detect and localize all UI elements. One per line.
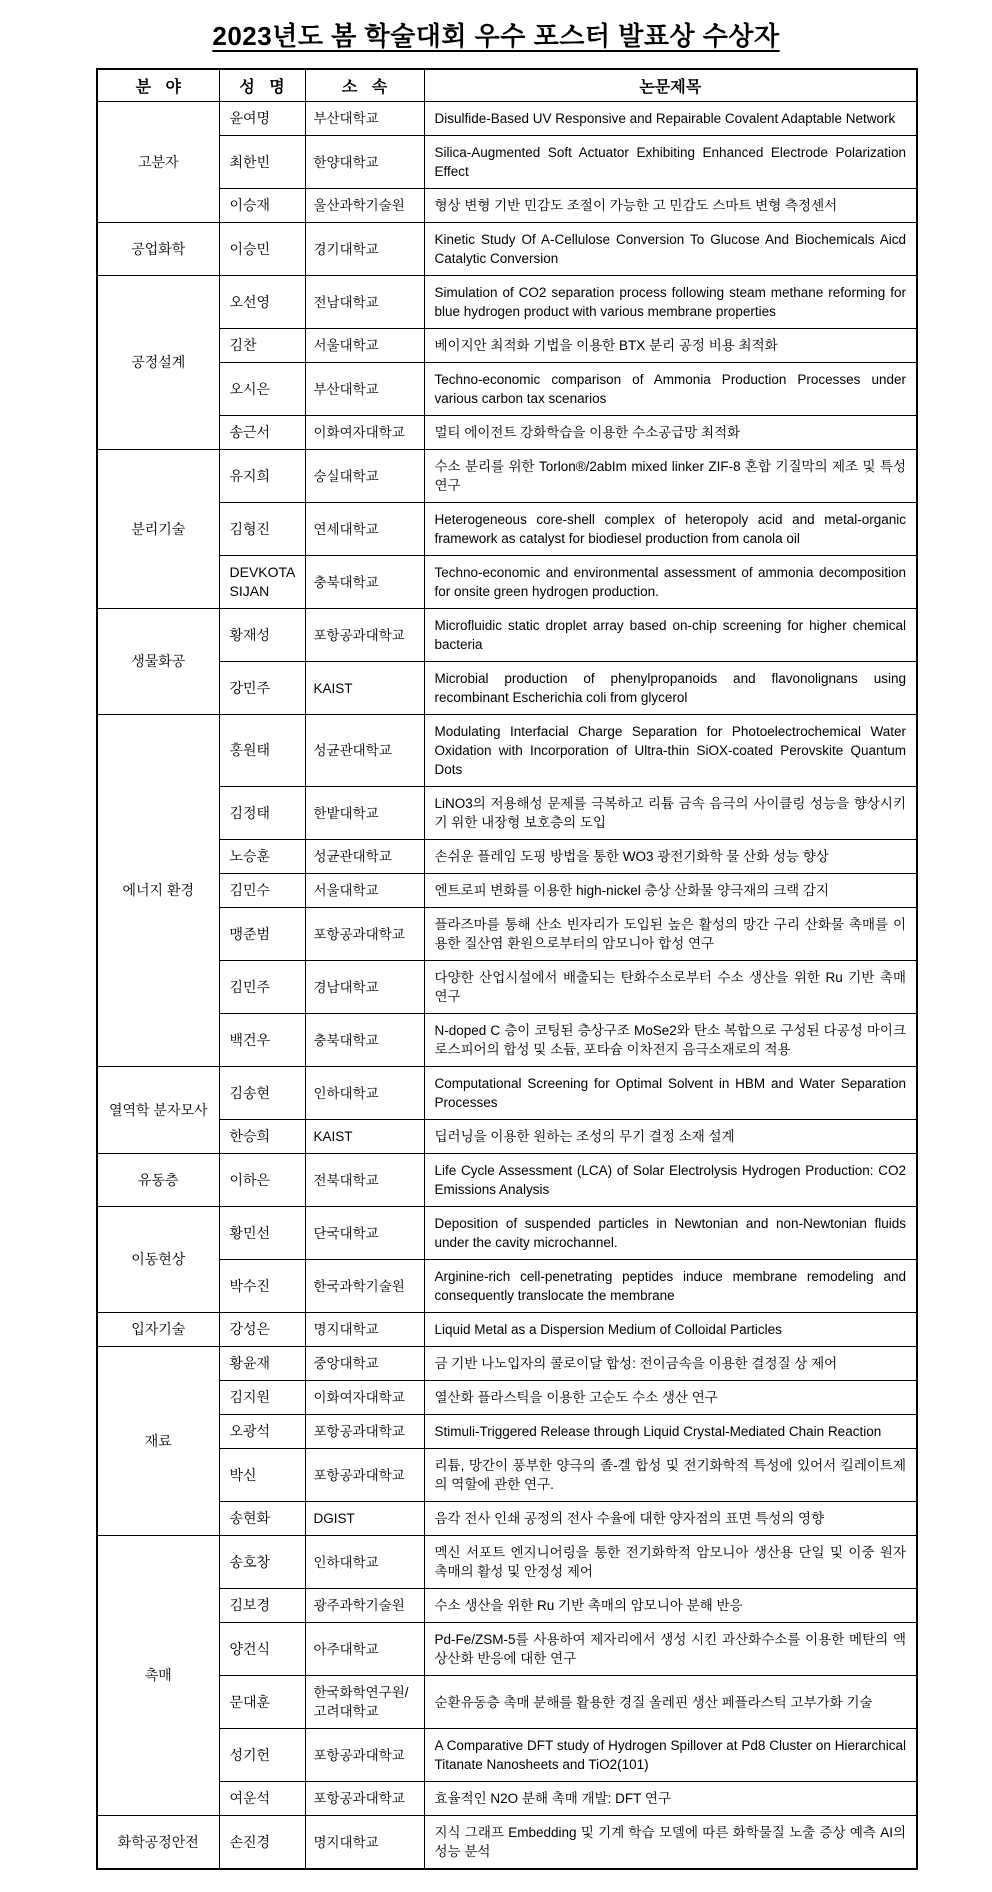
name-cell: 손진경 [219, 1816, 305, 1870]
name-cell: 이하은 [219, 1154, 305, 1207]
name-cell: 최한빈 [219, 136, 305, 189]
name-cell: 성기헌 [219, 1729, 305, 1782]
affiliation-cell: 한밭대학교 [305, 787, 424, 840]
table-row [97, 1502, 917, 1536]
name-cell: 김지원 [219, 1381, 305, 1415]
field-cell: 에너지 환경 [97, 715, 219, 1067]
paper-title-cell: Kinetic Study Of A-Cellulose Conversion To Glucose And Biochemicals Aicd Catalytic Conversion [424, 223, 917, 276]
table-row [97, 1014, 917, 1067]
affiliation-cell: KAIST [305, 662, 424, 715]
affiliation-cell: 충북대학교 [305, 1014, 424, 1067]
affiliation-cell: 포항공과대학교 [305, 1415, 424, 1449]
paper-title-cell: Heterogeneous core-shell complex of heteropoly acid and metal-organic framework as catalyst for biodiesel production from canola oil [424, 503, 917, 556]
table-row [97, 908, 917, 961]
paper-title-cell: Microfluidic static droplet array based on-chip screening for higher chemical bacteria [424, 609, 917, 662]
paper-title-cell: Simulation of CO2 separation process following steam methane reforming for blue hydrogen product with various membrane properties [424, 276, 917, 329]
table-row [97, 1729, 917, 1782]
affiliation-cell: 전남대학교 [305, 276, 424, 329]
paper-title-cell: 효율적인 N2O 분해 촉매 개발: DFT 연구 [424, 1782, 917, 1816]
table-row [97, 1313, 917, 1347]
affiliation-cell: 한양대학교 [305, 136, 424, 189]
name-cell: 백건우 [219, 1014, 305, 1067]
name-cell: 유지희 [219, 450, 305, 503]
affiliation-cell: 명지대학교 [305, 1816, 424, 1870]
affiliation-cell: 중앙대학교 [305, 1347, 424, 1381]
paper-title-cell: 다양한 산업시설에서 배출되는 탄화수소로부터 수소 생산을 위한 Ru 기반 촉매 연구 [424, 961, 917, 1014]
paper-title-cell: Microbial production of phenylpropanoids and flavonolignans using recombinant Escherichia coli from glycerol [424, 662, 917, 715]
affiliation-cell: 포항공과대학교 [305, 1449, 424, 1502]
column-header-affiliation: 소 속 [305, 69, 424, 102]
field-cell: 공업화학 [97, 223, 219, 276]
affiliation-cell: KAIST [305, 1120, 424, 1154]
paper-title-cell: 형상 변형 기반 민감도 조절이 가능한 고 민감도 스마트 변형 측정센서 [424, 189, 917, 223]
table-row [97, 223, 917, 276]
paper-title-cell: 수소 생산을 위한 Ru 기반 촉매의 암모니아 분해 반응 [424, 1589, 917, 1623]
paper-title-cell: LiNO3의 저용해성 문제를 극복하고 리튬 금속 음극의 사이클링 성능을 향상시키기 위한 내장형 보호층의 도입 [424, 787, 917, 840]
field-cell: 이동현상 [97, 1207, 219, 1313]
affiliation-cell: 경기대학교 [305, 223, 424, 276]
name-cell: 문대훈 [219, 1676, 305, 1729]
paper-title-cell: 베이지안 최적화 기법을 이용한 BTX 분리 공정 비용 최적화 [424, 329, 917, 363]
table-row [97, 1676, 917, 1729]
affiliation-cell: 부산대학교 [305, 102, 424, 136]
affiliation-cell: 한국과학기술원 [305, 1260, 424, 1313]
field-cell: 공정설계 [97, 276, 219, 450]
name-cell: 김찬 [219, 329, 305, 363]
table-row [97, 715, 917, 787]
affiliation-cell: 연세대학교 [305, 503, 424, 556]
name-cell: 송근서 [219, 416, 305, 450]
paper-title-cell: 금 기반 나노입자의 콜로이달 합성: 전이금속을 이용한 결정질 상 제어 [424, 1347, 917, 1381]
page-title: 2023년도 봄 학술대회 우수 포스터 발표상 수상자 [212, 21, 780, 51]
table-row [97, 1207, 917, 1260]
paper-title-cell: 순환유동층 촉매 분해를 활용한 경질 올레핀 생산 페플라스틱 고부가화 기술 [424, 1676, 917, 1729]
name-cell: 홍원태 [219, 715, 305, 787]
table-row [97, 1589, 917, 1623]
name-cell: 오시은 [219, 363, 305, 416]
table-row [97, 1067, 917, 1120]
field-cell: 열역학 분자모사 [97, 1067, 219, 1154]
table-row [97, 787, 917, 840]
table-row [97, 1449, 917, 1502]
paper-title-cell: Deposition of suspended particles in Newtonian and non-Newtonian fluids under the cavity microchannel. [424, 1207, 917, 1260]
table-row [97, 874, 917, 908]
field-cell: 입자기술 [97, 1313, 219, 1347]
paper-title-cell: 멀티 에이전트 강화학습을 이용한 수소공급망 최적화 [424, 416, 917, 450]
name-cell: 강성은 [219, 1313, 305, 1347]
affiliation-cell: 전북대학교 [305, 1154, 424, 1207]
table-row [97, 1415, 917, 1449]
name-cell: 김민주 [219, 961, 305, 1014]
column-header-name: 성 명 [219, 69, 305, 102]
field-cell: 고분자 [97, 102, 219, 223]
affiliation-cell: 서울대학교 [305, 329, 424, 363]
paper-title-cell: 플라즈마를 통해 산소 빈자리가 도입된 높은 활성의 망간 구리 산화물 촉매를 이용한 질산염 환원으로부터의 암모니아 합성 연구 [424, 908, 917, 961]
table-row [97, 189, 917, 223]
table-row [97, 363, 917, 416]
affiliation-cell: 포항공과대학교 [305, 1729, 424, 1782]
name-cell: 오선영 [219, 276, 305, 329]
name-cell: 송현화 [219, 1502, 305, 1536]
name-cell: 오광석 [219, 1415, 305, 1449]
name-cell: 황재성 [219, 609, 305, 662]
name-cell: 송호창 [219, 1536, 305, 1589]
paper-title-cell: Stimuli-Triggered Release through Liquid Crystal-Mediated Chain Reaction [424, 1415, 917, 1449]
affiliation-cell: 경남대학교 [305, 961, 424, 1014]
header-row [97, 69, 917, 102]
table-row [97, 609, 917, 662]
affiliation-cell: 성균관대학교 [305, 840, 424, 874]
awards-table [96, 68, 918, 1870]
affiliation-cell: 부산대학교 [305, 363, 424, 416]
paper-title-cell: 딥러닝을 이용한 원하는 조성의 무기 결정 소재 설계 [424, 1120, 917, 1154]
table-row [97, 1120, 917, 1154]
name-cell: 강민주 [219, 662, 305, 715]
affiliation-cell: 명지대학교 [305, 1313, 424, 1347]
paper-title-cell: 손쉬운 플레임 도핑 방법을 통한 WO3 광전기화학 물 산화 성능 향상 [424, 840, 917, 874]
affiliation-cell: 단국대학교 [305, 1207, 424, 1260]
paper-title-cell: Computational Screening for Optimal Solvent in HBM and Water Separation Processes [424, 1067, 917, 1120]
table-row [97, 961, 917, 1014]
paper-title-cell: Disulfide-Based UV Responsive and Repairable Covalent Adaptable Network [424, 102, 917, 136]
paper-title-cell: 지식 그래프 Embedding 및 기계 학습 모델에 따른 화학물질 노출 증상 예측 AI의 성능 분석 [424, 1816, 917, 1870]
name-cell: 박신 [219, 1449, 305, 1502]
paper-title-cell: Life Cycle Assessment (LCA) of Solar Electrolysis Hydrogen Production: CO2 Emissions Analysis [424, 1154, 917, 1207]
affiliation-cell: 포항공과대학교 [305, 1782, 424, 1816]
table-row [97, 416, 917, 450]
paper-title-cell: 수소 분리를 위한 Torlon®/2abIm mixed linker ZIF-8 혼합 기질막의 제조 및 특성 연구 [424, 450, 917, 503]
name-cell: 이승민 [219, 223, 305, 276]
paper-title-cell: Arginine-rich cell-penetrating peptides induce membrane remodeling and consequently translocate the membrane [424, 1260, 917, 1313]
table-row [97, 556, 917, 609]
paper-title-cell: N-doped C 층이 코팅된 층상구조 MoSe2와 탄소 복합으로 구성된 다공성 마이크로스피어의 합성 및 소듐, 포타슘 이차전지 음극소재로의 적용 [424, 1014, 917, 1067]
affiliation-cell: 인하대학교 [305, 1067, 424, 1120]
table-row [97, 662, 917, 715]
field-cell: 분리기술 [97, 450, 219, 609]
affiliation-cell: 울산과학기술원 [305, 189, 424, 223]
name-cell: 이승재 [219, 189, 305, 223]
name-cell: 한승희 [219, 1120, 305, 1154]
table-row [97, 503, 917, 556]
name-cell: 황민선 [219, 1207, 305, 1260]
paper-title-cell: Pd-Fe/ZSM-5를 사용하여 제자리에서 생성 시킨 과산화수소를 이용한 메탄의 액상산화 반응에 대한 연구 [424, 1623, 917, 1676]
table-row [97, 1260, 917, 1313]
name-cell: 여운석 [219, 1782, 305, 1816]
affiliation-cell: 아주대학교 [305, 1623, 424, 1676]
paper-title-cell: Techno-economic and environmental assessment of ammonia decomposition for onsite green hydrogen production. [424, 556, 917, 609]
paper-title-cell: 음각 전사 인쇄 공정의 전사 수율에 대한 양자점의 표면 특성의 영향 [424, 1502, 917, 1536]
paper-title-cell: Techno-economic comparison of Ammonia Production Processes under various carbon tax scenarios [424, 363, 917, 416]
name-cell: DEVKOTA SIJAN [219, 556, 305, 609]
affiliation-cell: 인하대학교 [305, 1536, 424, 1589]
paper-title-cell: Modulating Interfacial Charge Separation for Photoelectrochemical Water Oxidation with Incorporation of Ultra-thin SiOX-coated Perovskite Quantum Dots [424, 715, 917, 787]
field-cell: 화학공정안전 [97, 1816, 219, 1870]
name-cell: 박수진 [219, 1260, 305, 1313]
table-row [97, 102, 917, 136]
name-cell: 노승훈 [219, 840, 305, 874]
table-row [97, 450, 917, 503]
affiliation-cell: 성균관대학교 [305, 715, 424, 787]
table-row [97, 1347, 917, 1381]
paper-title-cell: 멕신 서포트 엔지니어링을 통한 전기화학적 암모니아 생산용 단일 및 이중 원자 촉매의 활성 및 안정성 제어 [424, 1536, 917, 1589]
field-cell: 생물화공 [97, 609, 219, 715]
name-cell: 김송현 [219, 1067, 305, 1120]
field-cell: 재료 [97, 1347, 219, 1536]
name-cell: 윤여명 [219, 102, 305, 136]
table-row [97, 1381, 917, 1415]
affiliation-cell: 충북대학교 [305, 556, 424, 609]
table-row [97, 276, 917, 329]
paper-title-cell: Liquid Metal as a Dispersion Medium of Colloidal Particles [424, 1313, 917, 1347]
field-cell: 촉매 [97, 1536, 219, 1816]
table-row [97, 1154, 917, 1207]
name-cell: 양건식 [219, 1623, 305, 1676]
table-row [97, 1536, 917, 1589]
paper-title-cell: A Comparative DFT study of Hydrogen Spillover at Pd8 Cluster on Hierarchical Titanate Nanosheets and TiO2(101) [424, 1729, 917, 1782]
field-cell: 유동층 [97, 1154, 219, 1207]
paper-title-cell: 엔트로피 변화를 이용한 high-nickel 층상 산화물 양극재의 크랙 감지 [424, 874, 917, 908]
paper-title-cell: 리튬, 망간이 풍부한 양극의 졸-겔 합성 및 전기화학적 특성에 있어서 킬레이트제의 역할에 관한 연구. [424, 1449, 917, 1502]
affiliation-cell: 숭실대학교 [305, 450, 424, 503]
table-row [97, 1623, 917, 1676]
affiliation-cell: 한국화학연구원/고려대학교 [305, 1676, 424, 1729]
paper-title-cell: Silica-Augmented Soft Actuator Exhibiting Enhanced Electrode Polarization Effect [424, 136, 917, 189]
affiliation-cell: 이화여자대학교 [305, 416, 424, 450]
affiliation-cell: 포항공과대학교 [305, 609, 424, 662]
table-row [97, 1782, 917, 1816]
column-header-paper-title: 논문제목 [424, 69, 917, 102]
name-cell: 김형진 [219, 503, 305, 556]
paper-title-cell: 열산화 플라스틱을 이용한 고순도 수소 생산 연구 [424, 1381, 917, 1415]
name-cell: 황윤재 [219, 1347, 305, 1381]
name-cell: 김보경 [219, 1589, 305, 1623]
name-cell: 맹준범 [219, 908, 305, 961]
affiliation-cell: DGIST [305, 1502, 424, 1536]
table-row [97, 1816, 917, 1870]
table-row [97, 329, 917, 363]
table-row [97, 840, 917, 874]
affiliation-cell: 광주과학기술원 [305, 1589, 424, 1623]
name-cell: 김민수 [219, 874, 305, 908]
affiliation-cell: 서울대학교 [305, 874, 424, 908]
affiliation-cell: 이화여자대학교 [305, 1381, 424, 1415]
affiliation-cell: 포항공과대학교 [305, 908, 424, 961]
column-header-field: 분 야 [97, 69, 219, 102]
name-cell: 김정태 [219, 787, 305, 840]
table-row [97, 136, 917, 189]
